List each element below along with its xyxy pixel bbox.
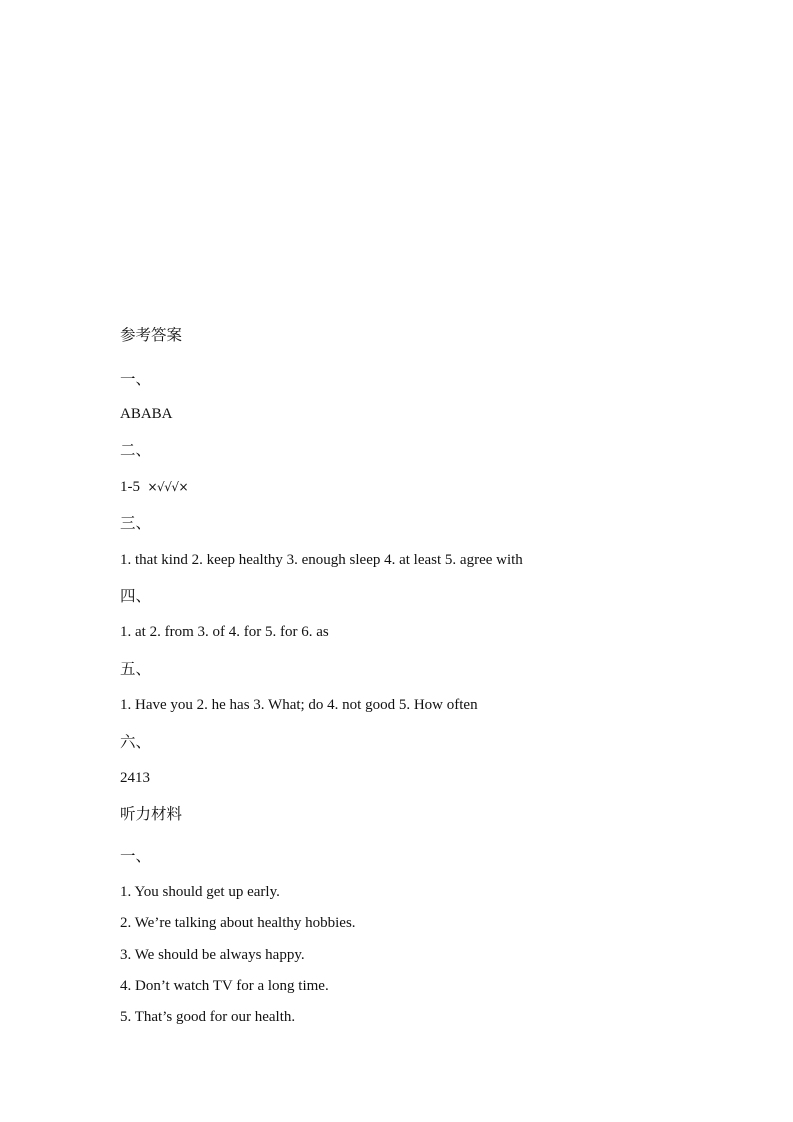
section-4-heading: 四、	[120, 587, 152, 605]
section-2-answers	[120, 477, 188, 497]
listening-material-title: 听力材料	[120, 805, 183, 823]
section-4-answers: 1. at 2. from 3. of 4. for 5. for 6. as	[120, 624, 329, 640]
section-3-answers: 1. that kind 2. keep healthy 3. enough sleep 4. at least 5. agree with	[120, 552, 523, 568]
listening-item: 2. We’re talking about healthy hobbies.	[120, 915, 356, 931]
section-6-heading: 六、	[120, 733, 152, 751]
section-1-heading: 一、	[120, 370, 152, 388]
listening-section-1-heading: 一、	[120, 847, 152, 865]
listening-item: 3. We should be always happy.	[120, 947, 305, 963]
section-3-heading: 三、	[120, 514, 152, 532]
section-2-check-marks: ×√√√×	[147, 480, 189, 494]
section-2-range-label: 1-5	[120, 479, 140, 495]
section-6-answers: 2413	[120, 770, 150, 786]
section-2-heading: 二、	[120, 441, 152, 459]
section-5-heading: 五、	[120, 660, 152, 678]
answer-key-title: 参考答案	[120, 326, 183, 344]
section-1-answers: ABABA	[120, 406, 173, 422]
listening-item: 1. You should get up early.	[120, 884, 280, 900]
listening-item: 5. That’s good for our health.	[120, 1009, 296, 1025]
section-5-answers: 1. Have you 2. he has 3. What; do 4. not good 5. How often	[120, 697, 478, 713]
listening-item: 4. Don’t watch TV for a long time.	[120, 978, 329, 994]
